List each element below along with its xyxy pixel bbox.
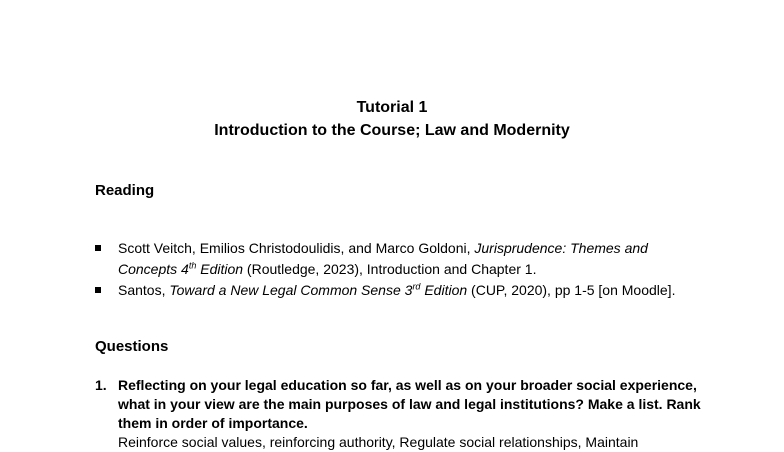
- questions-heading: Questions: [95, 338, 169, 355]
- reference-title: Jurisprudence: Themes and Concepts 4: [118, 240, 648, 277]
- bullet-icon: [95, 245, 101, 251]
- question-text: Reflecting on your legal education so far, as well as on your broader social experience, what in your view are the main purposes of law and legal institutions? Make a list. Rank them in order of importance.: [118, 377, 701, 431]
- reading-heading: Reading: [95, 182, 155, 199]
- reference-item: [118, 238, 698, 280]
- bullet-icon: [95, 287, 101, 293]
- reference-details: (Routledge, 2023), Introduction and Chapter 1.: [243, 261, 537, 277]
- reference-item: [118, 280, 698, 301]
- reference-superscript: rd: [412, 281, 421, 292]
- reference-authors: Scott Veitch, Emilios Christodoulidis, and Marco Goldoni,: [118, 240, 475, 256]
- reference-title: Toward a New Legal Common Sense 3: [169, 282, 413, 298]
- reference-title-edition: Edition: [420, 282, 468, 298]
- reference-authors: Santos,: [118, 282, 170, 298]
- document-subtitle: Introduction to the Course; Law and Modernity: [214, 122, 570, 139]
- document-title: Tutorial 1: [356, 99, 428, 116]
- answer-text-line: Reinforce social values, reinforcing authority, Regulate social relationships, Maintain: [118, 434, 639, 450]
- question-number: 1.: [95, 377, 107, 393]
- reference-details: (CUP, 2020), pp 1-5 [on Moodle].: [467, 282, 676, 298]
- reference-superscript: th: [188, 260, 197, 271]
- reference-title-edition: Edition: [196, 261, 244, 277]
